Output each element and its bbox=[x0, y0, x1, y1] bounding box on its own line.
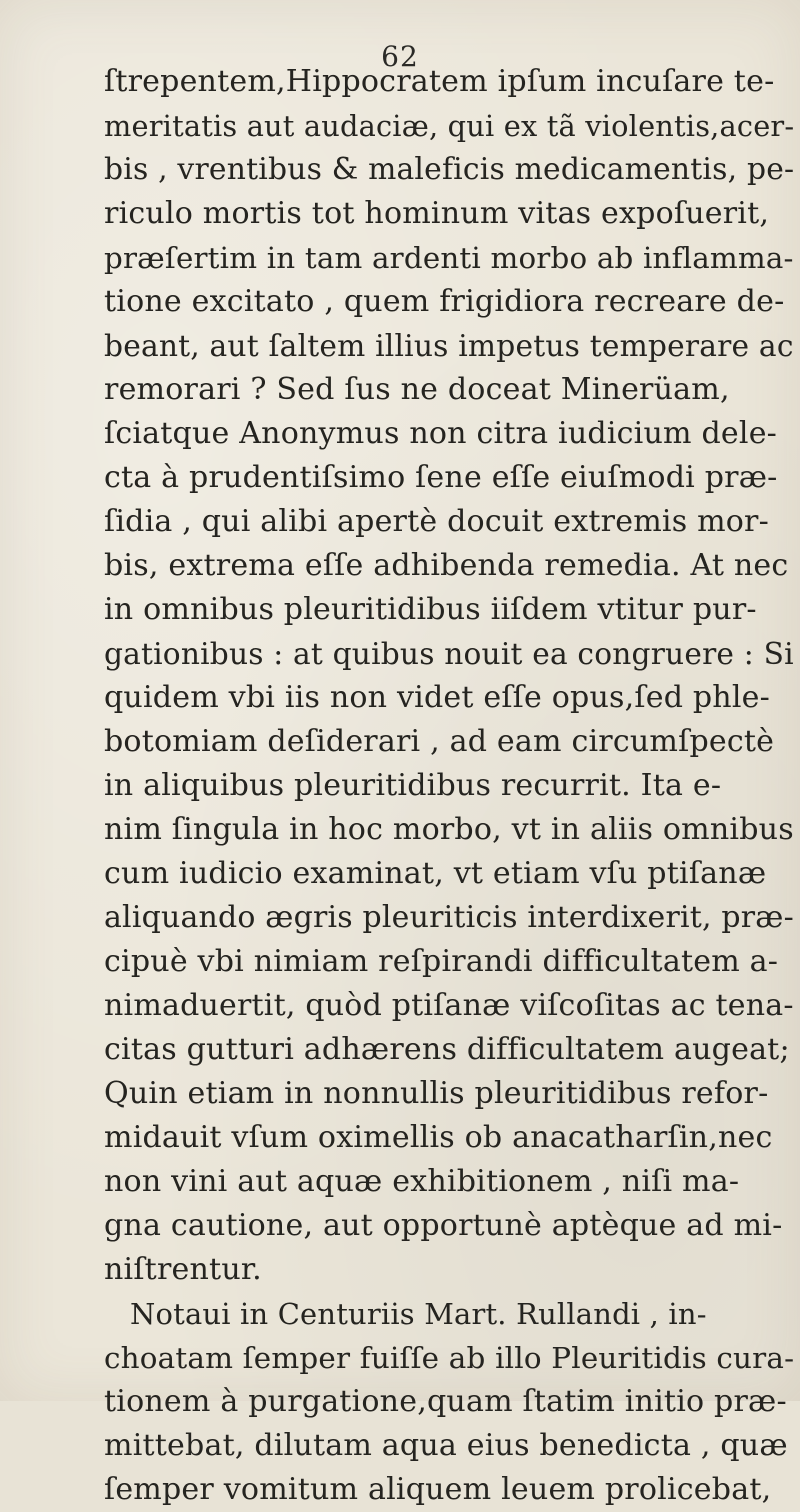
text-line: non vini aut aquæ exhibitionem , niſi ma- bbox=[104, 1164, 740, 1199]
text-line: niſtrentur. bbox=[104, 1252, 262, 1287]
text-line: beant, aut ſaltem illius impetus temperare ac bbox=[104, 328, 794, 363]
text-line: bis, extrema eſſe adhibenda remedia. At nec bbox=[104, 548, 789, 583]
text-line: cta à prudentiſsimo ſene eſſe eiuſmodi præ- bbox=[104, 460, 778, 495]
text-line: nim ſingula in hoc morbo, vt in aliis omnibus bbox=[104, 812, 794, 847]
text-line: citas gutturi adhærens difficultatem augeat; bbox=[104, 1032, 790, 1067]
page-number: 62 bbox=[381, 40, 419, 73]
text-line: ſciatque Anonymus non citra iudicium dele- bbox=[104, 416, 778, 451]
text-line: mittebat, dilutam aqua eius benedicta , quæ bbox=[104, 1428, 788, 1463]
text-line: tione excitato , quem frigidiora recreare de- bbox=[104, 284, 785, 319]
text-line: gna cautione, aut opportunè aptèque ad mi- bbox=[104, 1208, 783, 1243]
text-line: bis , vrentibus & maleficis medicamentis, pe- bbox=[104, 152, 795, 187]
text-line: præſertim in tam ardenti morbo ab inflamma- bbox=[104, 241, 794, 275]
paragraph-start-line: Notaui in Centuriis Mart. Rullandi , in- bbox=[130, 1297, 707, 1331]
text-line: in omnibus pleuritidibus iiſdem vtitur pur- bbox=[104, 592, 757, 627]
text-line: remorari ? Sed ſus ne doceat Minerüam, bbox=[104, 372, 730, 407]
text-line: cipuè vbi nimiam reſpirandi difficultatem a- bbox=[104, 944, 779, 979]
text-line: Quin etiam in nonnullis pleuritidibus refor- bbox=[104, 1076, 769, 1111]
text-line: meritatis aut audaciæ, qui ex tã violentis,acer- bbox=[104, 109, 795, 143]
text-line: choatam ſemper fuiſſe ab illo Pleuritidis cura- bbox=[104, 1341, 795, 1375]
text-line: tionem à purgatione,quam ſtatim initio præ- bbox=[104, 1384, 787, 1419]
text-line: botomiam deſiderari , ad eam circumſpectè bbox=[104, 724, 775, 759]
body-text bbox=[104, 60, 800, 1512]
text-line: in aliquibus pleuritidibus recurrit. Ita e- bbox=[104, 768, 722, 803]
text-line: aliquando ægris pleuriticis interdixerit, præ- bbox=[104, 900, 794, 935]
text-line: ſtrepentem,Hippocratem ipſum incuſare te- bbox=[104, 64, 775, 99]
text-line: nimaduertit, quòd ptiſanæ viſcoſitas ac tena- bbox=[104, 988, 794, 1023]
text-line: quidem vbi iis non videt eſſe opus,ſed phle- bbox=[104, 680, 771, 715]
text-line: ſemper vomitum aliquem leuem prolicebat, bbox=[104, 1472, 772, 1507]
text-line: riculo mortis tot hominum vitas expoſuerit, bbox=[104, 196, 770, 231]
text-line: cum iudicio examinat, vt etiam vſu ptiſanæ bbox=[104, 856, 767, 891]
text-line: ſidia , qui alibi apertè docuit extremis mor- bbox=[104, 504, 769, 539]
text-line: midauit vſum oximellis ob anacatharſin,nec bbox=[104, 1120, 773, 1155]
text-line: gationibus : at quibus nouit ea congruere : Si bbox=[104, 636, 794, 671]
